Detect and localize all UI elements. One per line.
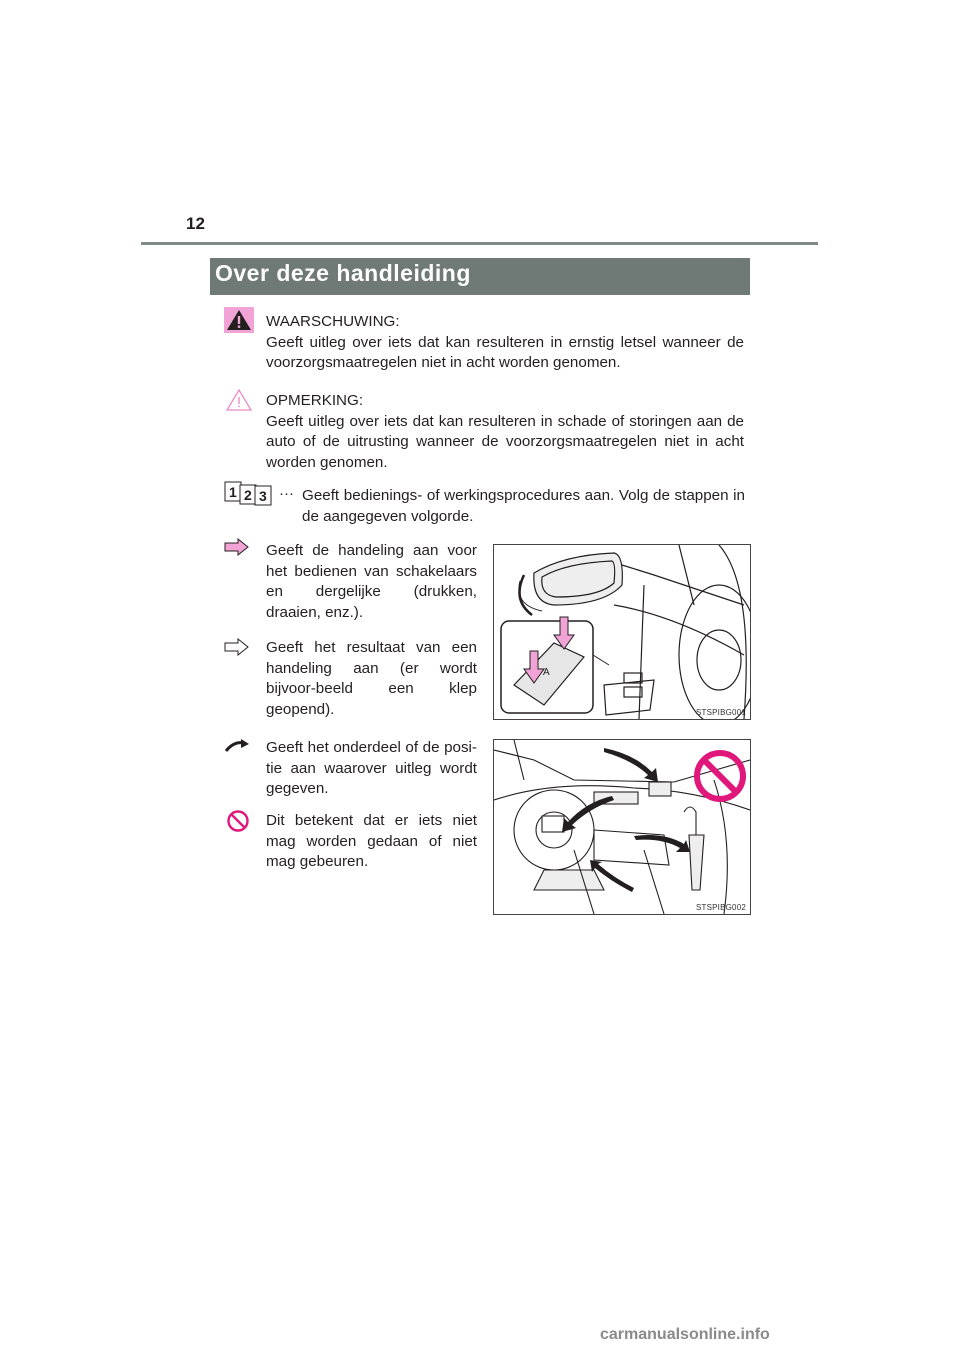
steps-text: Geeft bedienings- of werkingsprocedures aan. Volg de stappen in de aangegeven volgorde. [302,487,745,525]
step-badge-3: 3 [259,488,267,504]
page-number: 12 [186,214,205,233]
prohibit-icon [226,809,250,833]
warning-text: Geeft uitleg over iets dat kan resulteren in ernstig letsel wanneer de voorzorgsmaatregelen niet in acht worden genomen. [266,333,744,371]
action-text: Geeft de handeling aan voor het bedienen van schakelaars en dergelijke (drukken, draaien, enz.). [266,542,477,621]
page-title: Over deze handleiding [215,260,471,286]
figure-mirror-switch [493,544,751,720]
watermark: carmanualsonline.info [600,1326,770,1343]
header-rule [141,242,818,245]
warning-triangle-icon [224,307,254,333]
prohibit-text: Dit betekent dat er iets niet mag worden gedaan of niet mag gebeuren. [266,812,477,870]
step-badge-2: 2 [244,487,252,503]
warning-entry [266,312,744,374]
warning-label: WAARSCHUWING: [266,313,400,330]
figure-dashboard-prohibit [493,739,751,915]
dashboard-illustration [494,740,750,914]
figure-1-code: STSPIBG001 [695,708,746,717]
caution-triangle-icon [224,387,254,413]
result-text: Geeft het resultaat van een handeling aan (er wordt bijvoor-beeld een klep geopend). [266,639,477,718]
svg-text:A: A [543,667,550,678]
action-arrow-icon [224,538,250,556]
figure-2-code: STSPIBG002 [695,903,746,912]
notice-text: Geeft uitleg over iets dat kan resulteren in schade of storingen aan de auto of de uitrusting wanneer de voorzorgsmaatregelen niet in acht worden genomen. [266,412,744,471]
step-badges-icon [224,480,276,506]
notice-entry [266,391,744,473]
steps-ellipsis: ··· [279,485,294,502]
pointer-text: Geeft het onderdeel of de posi-tie aan waarover uitleg wordt gegeven. [266,739,477,797]
mirror-switch-illustration [494,545,750,719]
pointer-arrow-icon [224,737,250,755]
result-arrow-icon [224,638,250,656]
step-badge-1: 1 [229,484,237,500]
notice-label: OPMERKING: [266,392,364,409]
